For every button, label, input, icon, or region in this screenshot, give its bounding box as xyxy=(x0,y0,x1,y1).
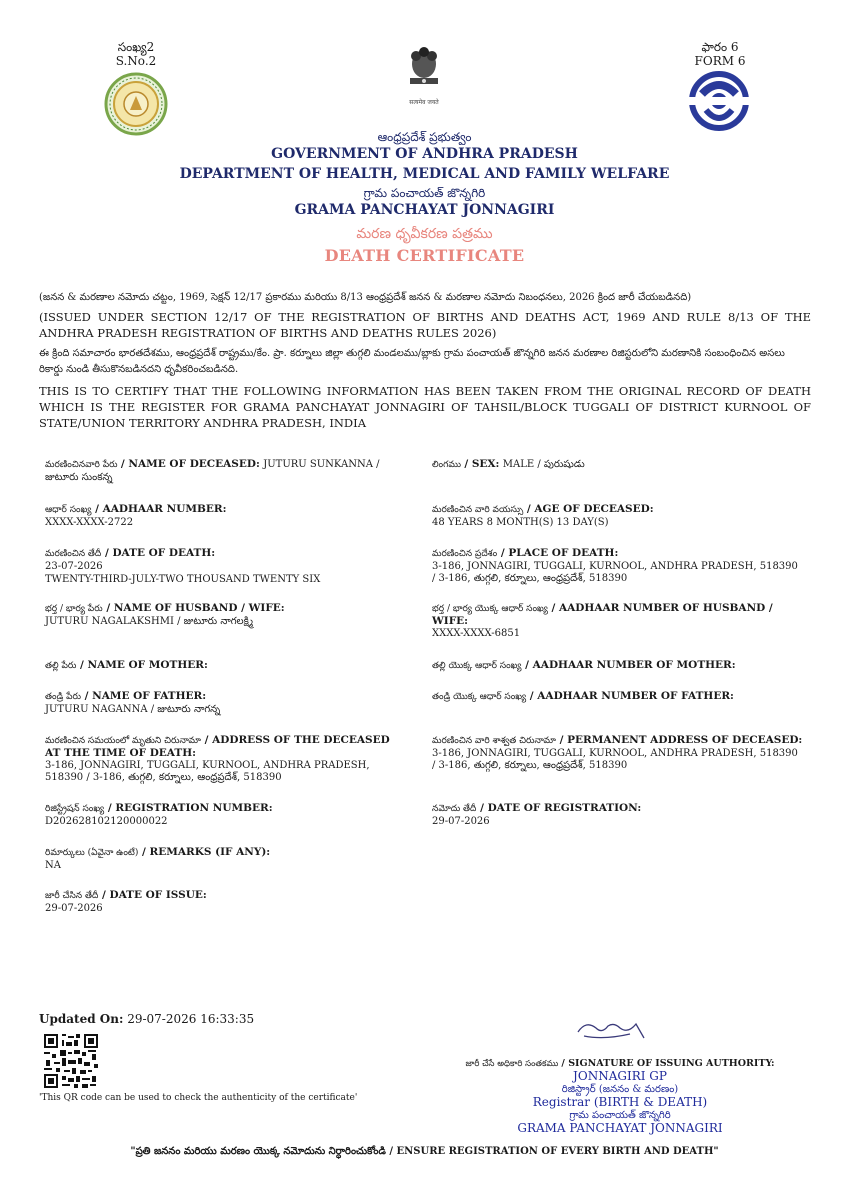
field-value-words: TWENTY-THIRD-JULY-TWO THOUSAND TWENTY SIX xyxy=(45,573,321,585)
field-label-te: మరణించినవారి పేరు xyxy=(45,460,118,470)
field-value: 3-186, JONNAGIRI, TUGGALI, KURNOOL, ANDHRA PRADESH, 518390 / 3-186, తుగ్గలి, కర్నూలు, ఆంధ్రప్రదేశ్, 518390 xyxy=(45,760,370,783)
field-name-of-spouse: భర్త / భార్య పేరు / NAME OF HUSBAND / WIFE: JUTURU NAGALAKSHMI / జుటూరు నాగలక్ష్మి xyxy=(45,602,415,628)
serial-number-te: సంఖ్య2 xyxy=(117,40,155,54)
seal-line-gp-te: గ్రామ పంచాయత్ జొన్నగిరి xyxy=(569,1110,671,1121)
field-value: D202628102120000022 xyxy=(45,816,168,827)
field-label: REMARKS (IF ANY): xyxy=(149,846,271,858)
field-label-te: తల్లి యొక్క ఆధార్ సంఖ్య xyxy=(432,661,522,671)
field-date-of-death: మరణించిన తేదీ / DATE OF DEATH: 23-07-2026 TWENTY-THIRD-JULY-TWO THOUSAND TWENTY SIX xyxy=(45,547,415,585)
government-title-te: ఆంధ్రప్రదేశ్ ప్రభుత్వం xyxy=(377,130,472,144)
national-emblem-icon xyxy=(402,42,446,96)
crs-logo-icon xyxy=(686,70,752,132)
certificate-title: DEATH CERTIFICATE xyxy=(324,246,525,265)
field-permanent-address: మరణించిన వారి శాశ్వత చిరునామా / PERMANENT ADDRESS OF DECEASED: 3-186, JONNAGIRI, TUGGALI, KURNOOL, ANDHRA PRADESH, 518390 / 3-186, తుగ్గలి, కర్నూలు, ఆంధ్రప్రదేశ్, 518390 xyxy=(432,734,803,771)
updated-on xyxy=(39,1012,254,1026)
field-label-te: నమోదు తేదీ xyxy=(432,804,477,814)
field-name-of-deceased: మరణించినవారి పేరు / NAME OF DECEASED: JUTURU SUNKANNA / జుటూరు సుంకన్న xyxy=(45,458,380,483)
field-label-te: భర్త / భార్య యొక్క ఆధార్ సంఖ్య xyxy=(432,604,548,614)
field-sex: లింగము / SEX: MALE / పురుషుడు xyxy=(432,458,585,470)
grama-panchayat-te: గ్రామ పంచాయత్ జొన్నగిరి xyxy=(363,186,486,200)
andhra-pradesh-logo-icon xyxy=(104,72,168,136)
field-label: NAME OF DECEASED: xyxy=(128,458,260,470)
field-label-te: మరణించిన వారి శాశ్వత చిరునామా xyxy=(432,736,556,746)
form-number-block xyxy=(680,40,760,68)
field-label-te: రిమార్కులు (ఏవైనా ఉంటే) xyxy=(45,848,139,858)
certify-statement-en: THIS IS TO CERTIFY THAT THE FOLLOWING INFORMATION HAS BEEN TAKEN FROM THE ORIGINAL RECORD OF DEATH WHICH IS THE REGISTER FOR GRAMA PANCHAYAT JONNAGIRI OF TAHSIL/BLOCK TUGGALI OF DISTRICT KURNOOL OF STATE/UNION TERRITORY ANDHRA PRADESH, INDIA xyxy=(39,384,811,430)
field-label: PLACE OF DEATH: xyxy=(508,547,619,559)
field-date-of-issue: జారీ చేసిన తేదీ / DATE OF ISSUE: 29-07-2026 xyxy=(45,889,415,915)
field-value: MALE / పురుషుడు xyxy=(502,459,585,470)
field-remarks: రిమార్కులు (ఏవైనా ఉంటే) / REMARKS (IF ANY): NA xyxy=(45,846,415,872)
issuing-authority-seal xyxy=(480,1070,760,1135)
field-label: REGISTRATION NUMBER: xyxy=(115,802,273,814)
field-label: AADHAAR NUMBER: xyxy=(102,503,227,515)
seal-line-registrar-en: Registrar (BIRTH & DEATH) xyxy=(532,1095,708,1109)
field-name-of-father: తండ్రి పేరు / NAME OF FATHER: JUTURU NAGANNA / జుటూరు నాగన్న xyxy=(45,690,415,716)
field-label: DATE OF REGISTRATION: xyxy=(487,802,642,814)
field-label: SEX: xyxy=(471,458,500,470)
field-label-te: తల్లి పేరు xyxy=(45,661,77,671)
qr-code-note: 'This QR code can be used to check the authenticity of the certificate' xyxy=(39,1093,358,1103)
field-label-te: మరణించిన తేదీ xyxy=(45,549,102,559)
field-value: 3-186, JONNAGIRI, TUGGALI, KURNOOL, ANDHRA PRADESH, 518390 / 3-186, తుగ్గలి, కర్నూలు, ఆంధ్రప్రదేశ్, 518390 xyxy=(432,748,798,771)
form-number-en: FORM 6 xyxy=(694,54,746,68)
field-label-te: లింగము xyxy=(432,460,461,470)
footer-slogan: "ప్రతి జననం మరియు మరణం యొక్క నమోదును నిర్ధారించుకోండి / ENSURE REGISTRATION OF EVERY BIRTH AND DEATH" xyxy=(130,1146,719,1157)
field-label: AADHAAR NUMBER OF HUSBAND / WIFE: xyxy=(432,602,773,627)
field-label: ADDRESS OF THE DECEASED AT THE TIME OF DEATH: xyxy=(45,734,390,759)
department-title: DEPARTMENT OF HEALTH, MEDICAL AND FAMILY WELFARE xyxy=(179,166,670,182)
field-registration-number: రిజిస్ట్రేషన్ సంఖ్య / REGISTRATION NUMBER: D202628102120000022 xyxy=(45,802,415,828)
field-label: PERMANENT ADDRESS OF DECEASED: xyxy=(567,734,803,746)
qr-code-icon[interactable] xyxy=(42,1032,100,1090)
updated-on-label: Updated On: xyxy=(39,1012,124,1026)
field-value: JUTURU NAGALAKSHMI / జుటూరు నాగలక్ష్మి xyxy=(45,616,254,627)
field-date-of-registration: నమోదు తేదీ / DATE OF REGISTRATION: 29-07-2026 xyxy=(432,802,802,828)
field-label: DATE OF DEATH: xyxy=(112,547,216,559)
field-address-at-death: మరణించిన సమయంలో మృతుని చిరునామా / ADDRESS OF THE DECEASED AT THE TIME OF DEATH: 3-186, JONNAGIRI, TUGGALI, KURNOOL, ANDHRA PRADESH, 518390 / 3-186, తుగ్గలి, కర్నూలు, ఆంధ్రప్రదేశ్, 518390 xyxy=(45,734,407,783)
field-value: 23-07-2026 xyxy=(45,561,103,572)
field-value: 29-07-2026 xyxy=(45,903,103,914)
certificate-title-te: మరణ ధృవీకరణ పత్రము xyxy=(356,226,493,242)
serial-number-en: S.No.2 xyxy=(115,54,157,68)
seal-line-registrar-te: రిజిస్ట్రార్ (జననం & మరణం) xyxy=(561,1084,679,1095)
field-aadhaar-of-mother: తల్లి యొక్క ఆధార్ సంఖ్య / AADHAAR NUMBER OF MOTHER: xyxy=(432,659,736,671)
field-value: JUTURU NAGANNA / జుటూరు నాగన్న xyxy=(45,704,221,715)
field-value: XXXX-XXXX-2722 xyxy=(45,517,134,528)
field-label-te: ఆధార్ సంఖ్య xyxy=(45,505,92,515)
field-value: 3-186, JONNAGIRI, TUGGALI, KURNOOL, ANDHRA PRADESH, 518390 / 3-186, తుగ్గలి, కర్నూలు, ఆంధ్రప్రదేశ్, 518390 xyxy=(432,561,798,584)
field-label-te: జారీ చేసిన తేదీ xyxy=(45,891,99,901)
field-label-te: మరణించిన ప్రదేశం xyxy=(432,549,498,559)
field-value: XXXX-XXXX-6851 xyxy=(432,628,521,639)
field-name-of-mother: తల్లి పేరు / NAME OF MOTHER: xyxy=(45,659,208,671)
certify-statement-te: ఈ క్రింది సమాచారం భారతదేశము, ఆంధ్రప్రదేశ్ రాష్ట్రము/కేం. ప్రా. కర్నూలు జిల్లా తుగ్గలి మండలము/బ్లాకు గ్రామ పంచాయత్ జొన్నగిరి జనన మరణాల రిజిస్టరులోని మరణానికి సంబంధించిన అసలు రికార్డు నుండి తీసుకొనబడినదని ధృవీకరించబడినది. xyxy=(39,348,785,375)
field-label-te: రిజిస్ట్రేషన్ సంఖ్య xyxy=(45,804,105,814)
seal-line-gp: JONNAGIRI GP xyxy=(573,1069,667,1083)
field-label-te: తండ్రి పేరు xyxy=(45,692,81,702)
field-label-te: భర్త / భార్య పేరు xyxy=(45,604,103,614)
field-label: AGE OF DECEASED: xyxy=(534,503,654,515)
field-label: DATE OF ISSUE: xyxy=(109,889,207,901)
field-label: NAME OF FATHER: xyxy=(92,690,207,702)
field-aadhaar-of-spouse: భర్త / భార్య యొక్క ఆధార్ సంఖ్య / AADHAAR NUMBER OF HUSBAND / WIFE: XXXX-XXXX-6851 xyxy=(432,602,792,640)
emblem-motto: सत्यमेव जयते xyxy=(409,99,439,106)
signature-label-te: జారీ చేసే అధికారి సంతకము xyxy=(465,1059,559,1069)
grama-panchayat-title: GRAMA PANCHAYAT JONNAGIRI xyxy=(294,202,555,218)
field-value: JUTURU SUNKANNA / జుటూరు సుంకన్న xyxy=(45,459,380,483)
field-aadhaar-number: ఆధార్ సంఖ్య / AADHAAR NUMBER: XXXX-XXXX-2722 xyxy=(45,503,415,529)
field-label-te: మరణించిన వారి వయస్సు xyxy=(432,505,524,515)
field-value: NA xyxy=(45,860,61,871)
signature-label-en: SIGNATURE OF ISSUING AUTHORITY: xyxy=(568,1058,775,1069)
field-label: NAME OF HUSBAND / WIFE: xyxy=(113,602,285,614)
field-place-of-death: మరణించిన ప్రదేశం / PLACE OF DEATH: 3-186, JONNAGIRI, TUGGALI, KURNOOL, ANDHRA PRADESH, 518390 / 3-186, తుగ్గలి, కర్నూలు, ఆంధ్రప్రదేశ్, 518390 xyxy=(432,547,804,584)
issued-under-en: (ISSUED UNDER SECTION 12/17 OF THE REGISTRATION OF BIRTHS AND DEATHS ACT, 1969 AND RULE 8/13 OF THE ANDHRA PRADESH REGISTRATION OF BIRTHS AND DEATHS RULES 2026) xyxy=(39,310,811,340)
field-label: AADHAAR NUMBER OF FATHER: xyxy=(537,690,734,702)
signature-image xyxy=(574,1016,654,1044)
updated-on-value: 29-07-2026 16:33:35 xyxy=(127,1012,255,1026)
government-title: GOVERNMENT OF ANDHRA PRADESH xyxy=(271,146,578,162)
serial-number-block xyxy=(96,40,176,68)
form-number-te: ఫారం 6 xyxy=(701,40,739,54)
field-label: AADHAAR NUMBER OF MOTHER: xyxy=(532,659,736,671)
field-age-of-deceased: మరణించిన వారి వయస్సు / AGE OF DECEASED: 48 YEARS 8 MONTH(S) 13 DAY(S) xyxy=(432,503,802,529)
signature-label: జారీ చేసే అధికారి సంతకము / SIGNATURE OF ISSUING AUTHORITY: xyxy=(465,1058,775,1069)
field-label: NAME OF MOTHER: xyxy=(87,659,208,671)
field-label-te: మరణించిన సమయంలో మృతుని చిరునామా xyxy=(45,736,201,746)
seal-line-gp-en: GRAMA PANCHAYAT JONNAGIRI xyxy=(517,1121,723,1135)
field-aadhaar-of-father: తండ్రి యొక్క ఆధార్ సంఖ్య / AADHAAR NUMBER OF FATHER: xyxy=(432,690,734,702)
issued-under-te: (జనన & మరణాల నమోదు చట్టం, 1969, సెక్షన్ 12/17 ప్రకారము మరియు 8/13 ఆంధ్రప్రదేశ్ జనన & మరణాల నమోదు నిబంధనలు, 2026 క్రింద జారీ చేయబడినది) xyxy=(39,292,692,303)
field-value: 29-07-2026 xyxy=(432,816,490,827)
field-label-te: తండ్రి యొక్క ఆధార్ సంఖ్య xyxy=(432,692,527,702)
field-value: 48 YEARS 8 MONTH(S) 13 DAY(S) xyxy=(432,517,609,528)
